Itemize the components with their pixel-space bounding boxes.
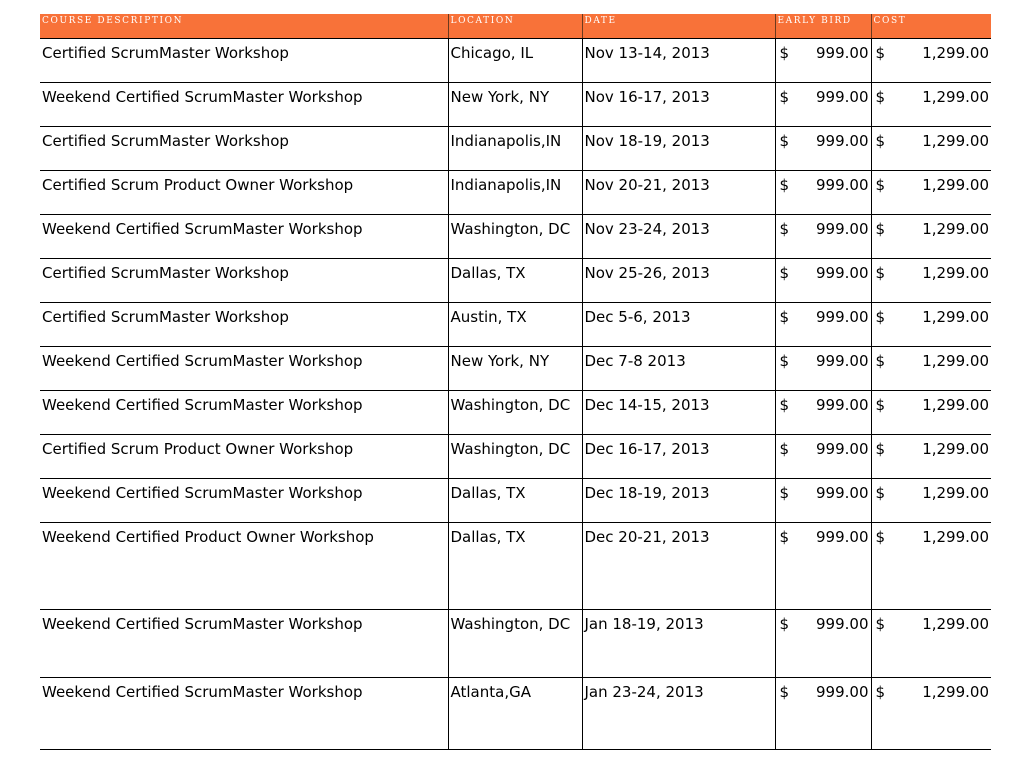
amount: 1,299.00: [922, 440, 989, 458]
currency-symbol: $: [779, 615, 790, 633]
amount: 999.00: [816, 396, 869, 414]
cost-cell: [871, 479, 991, 523]
course-description-cell: Weekend Certified ScrumMaster Workshop: [40, 391, 448, 435]
location-cell: Chicago, IL: [448, 39, 582, 83]
header-cost: COST: [871, 14, 991, 39]
amount: 999.00: [816, 683, 869, 701]
amount: 1,299.00: [922, 132, 989, 150]
currency-symbol: $: [779, 308, 790, 326]
location-cell: Indianapolis,IN: [448, 171, 582, 215]
header-course-description: COURSE DESCRIPTION: [40, 14, 448, 39]
cost-cell: [871, 39, 991, 83]
currency-symbol: $: [779, 440, 790, 458]
early-bird-price-cell: [775, 678, 871, 750]
amount: 1,299.00: [922, 683, 989, 701]
currency-symbol: $: [875, 352, 886, 370]
date-cell: Jan 18-19, 2013: [582, 610, 775, 678]
currency-symbol: $: [875, 528, 886, 546]
currency-symbol: $: [779, 88, 790, 106]
currency-symbol: $: [875, 396, 886, 414]
course-description-cell: Certified ScrumMaster Workshop: [40, 259, 448, 303]
date-cell: Nov 16-17, 2013: [582, 83, 775, 127]
location-cell: New York, NY: [448, 347, 582, 391]
location-cell: Washington, DC: [448, 215, 582, 259]
table-row: [40, 435, 991, 479]
early-bird-price-cell: [775, 435, 871, 479]
amount: 1,299.00: [922, 484, 989, 502]
currency-symbol: $: [875, 440, 886, 458]
course-description-cell: Weekend Certified ScrumMaster Workshop: [40, 678, 448, 750]
course-description-cell: Weekend Certified ScrumMaster Workshop: [40, 83, 448, 127]
early-bird-price-cell: [775, 127, 871, 171]
table-row: [40, 83, 991, 127]
currency-symbol: $: [875, 683, 886, 701]
location-cell: Dallas, TX: [448, 259, 582, 303]
currency-symbol: $: [779, 220, 790, 238]
table-row: [40, 127, 991, 171]
course-description-cell: Weekend Certified ScrumMaster Workshop: [40, 610, 448, 678]
amount: 1,299.00: [922, 176, 989, 194]
early-bird-price-cell: [775, 171, 871, 215]
table-row: [40, 347, 991, 391]
early-bird-price-cell: [775, 259, 871, 303]
currency-symbol: $: [875, 615, 886, 633]
date-cell: Nov 25-26, 2013: [582, 259, 775, 303]
early-bird-price-cell: [775, 83, 871, 127]
amount: 999.00: [816, 615, 869, 633]
location-cell: Atlanta,GA: [448, 678, 582, 750]
location-cell: Washington, DC: [448, 435, 582, 479]
early-bird-price-cell: [775, 479, 871, 523]
early-bird-price-cell: [775, 347, 871, 391]
currency-symbol: $: [779, 176, 790, 194]
date-cell: Dec 20-21, 2013: [582, 523, 775, 610]
amount: 999.00: [816, 484, 869, 502]
amount: 1,299.00: [922, 615, 989, 633]
table-row: [40, 391, 991, 435]
currency-symbol: $: [875, 132, 886, 150]
early-bird-price-cell: [775, 610, 871, 678]
location-cell: Washington, DC: [448, 610, 582, 678]
amount: 1,299.00: [922, 528, 989, 546]
currency-symbol: $: [875, 484, 886, 502]
currency-symbol: $: [779, 132, 790, 150]
cost-cell: [871, 171, 991, 215]
date-cell: Nov 20-21, 2013: [582, 171, 775, 215]
early-bird-price-cell: [775, 215, 871, 259]
table-row: [40, 171, 991, 215]
course-description-cell: Certified Scrum Product Owner Workshop: [40, 171, 448, 215]
date-cell: Nov 18-19, 2013: [582, 127, 775, 171]
date-cell: Dec 18-19, 2013: [582, 479, 775, 523]
cost-cell: [871, 391, 991, 435]
amount: 1,299.00: [922, 264, 989, 282]
header-early-bird: EARLY BIRD: [775, 14, 871, 39]
currency-symbol: $: [779, 396, 790, 414]
header-row: [40, 14, 991, 39]
location-cell: Dallas, TX: [448, 479, 582, 523]
date-cell: Dec 16-17, 2013: [582, 435, 775, 479]
amount: 999.00: [816, 44, 869, 62]
amount: 999.00: [816, 528, 869, 546]
date-cell: Jan 23-24, 2013: [582, 678, 775, 750]
currency-symbol: $: [875, 44, 886, 62]
cost-cell: [871, 83, 991, 127]
cost-cell: [871, 303, 991, 347]
amount: 999.00: [816, 132, 869, 150]
table-row: [40, 479, 991, 523]
course-description-cell: Weekend Certified ScrumMaster Workshop: [40, 479, 448, 523]
course-schedule-table: [40, 14, 991, 750]
location-cell: New York, NY: [448, 83, 582, 127]
amount: 999.00: [816, 440, 869, 458]
cost-cell: [871, 215, 991, 259]
date-cell: Dec 7-8 2013: [582, 347, 775, 391]
currency-symbol: $: [779, 683, 790, 701]
early-bird-price-cell: [775, 523, 871, 610]
currency-symbol: $: [779, 44, 790, 62]
table-row: [40, 215, 991, 259]
early-bird-price-cell: [775, 39, 871, 83]
early-bird-price-cell: [775, 391, 871, 435]
currency-symbol: $: [875, 176, 886, 194]
course-description-cell: Certified ScrumMaster Workshop: [40, 127, 448, 171]
cost-cell: [871, 259, 991, 303]
amount: 1,299.00: [922, 220, 989, 238]
amount: 999.00: [816, 88, 869, 106]
currency-symbol: $: [779, 264, 790, 282]
amount: 999.00: [816, 352, 869, 370]
course-description-cell: Weekend Certified ScrumMaster Workshop: [40, 347, 448, 391]
currency-symbol: $: [875, 88, 886, 106]
amount: 1,299.00: [922, 44, 989, 62]
currency-symbol: $: [875, 264, 886, 282]
currency-symbol: $: [875, 220, 886, 238]
date-cell: Dec 5-6, 2013: [582, 303, 775, 347]
table-row: [40, 39, 991, 83]
course-schedule-sheet: [40, 14, 991, 750]
date-cell: Dec 14-15, 2013: [582, 391, 775, 435]
currency-symbol: $: [779, 528, 790, 546]
amount: 1,299.00: [922, 88, 989, 106]
location-cell: Austin, TX: [448, 303, 582, 347]
location-cell: Indianapolis,IN: [448, 127, 582, 171]
currency-symbol: $: [779, 484, 790, 502]
course-description-cell: Certified Scrum Product Owner Workshop: [40, 435, 448, 479]
table-body: [40, 39, 991, 750]
location-cell: Washington, DC: [448, 391, 582, 435]
table-row: [40, 303, 991, 347]
header-location: LOCATION: [448, 14, 582, 39]
amount: 1,299.00: [922, 396, 989, 414]
amount: 999.00: [816, 264, 869, 282]
cost-cell: [871, 523, 991, 610]
table-row: [40, 678, 991, 750]
amount: 1,299.00: [922, 352, 989, 370]
amount: 1,299.00: [922, 308, 989, 326]
table-row: [40, 610, 991, 678]
course-description-cell: Weekend Certified ScrumMaster Workshop: [40, 215, 448, 259]
course-description-cell: Certified ScrumMaster Workshop: [40, 39, 448, 83]
currency-symbol: $: [875, 308, 886, 326]
header-date: DATE: [582, 14, 775, 39]
course-description-cell: Certified ScrumMaster Workshop: [40, 303, 448, 347]
amount: 999.00: [816, 220, 869, 238]
table-row: [40, 259, 991, 303]
cost-cell: [871, 127, 991, 171]
currency-symbol: $: [779, 352, 790, 370]
location-cell: Dallas, TX: [448, 523, 582, 610]
date-cell: Nov 23-24, 2013: [582, 215, 775, 259]
early-bird-price-cell: [775, 303, 871, 347]
cost-cell: [871, 347, 991, 391]
course-description-cell: Weekend Certified Product Owner Workshop: [40, 523, 448, 610]
amount: 999.00: [816, 308, 869, 326]
table-row: [40, 523, 991, 610]
cost-cell: [871, 678, 991, 750]
date-cell: Nov 13-14, 2013: [582, 39, 775, 83]
cost-cell: [871, 435, 991, 479]
amount: 999.00: [816, 176, 869, 194]
cost-cell: [871, 610, 991, 678]
